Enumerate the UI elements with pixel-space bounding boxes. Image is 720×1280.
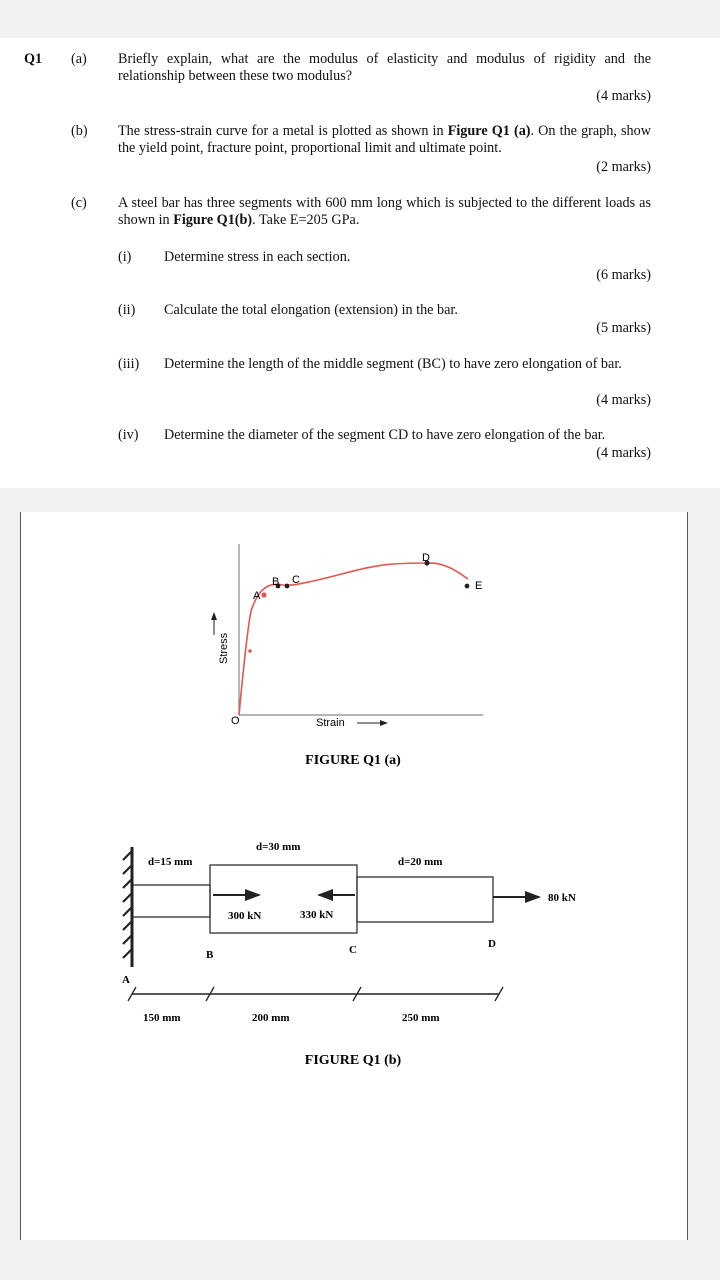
length-label-bc: 200 mm bbox=[252, 1012, 290, 1024]
point-d-label: D bbox=[488, 938, 496, 950]
length-label-ab: 150 mm bbox=[143, 1012, 181, 1024]
figure-ref: Figure Q1(b) bbox=[173, 212, 253, 228]
subpart-iii-text: Determine the length of the middle segment (BC) to have zero elongation of bar. bbox=[164, 356, 622, 372]
point-c-dot bbox=[285, 584, 290, 589]
part-b-marks: (2 marks) bbox=[596, 159, 651, 175]
part-a-marks: (4 marks) bbox=[596, 88, 651, 104]
segment-ab bbox=[132, 885, 210, 917]
part-a-text: Briefly explain, what are the modulus of elasticity and modulus of rigidity and the relationship between these two modulus? bbox=[118, 51, 651, 84]
load-label-300: 300 kN bbox=[228, 910, 262, 922]
question-number: Q1 bbox=[24, 51, 43, 67]
figure-a-caption: FIGURE Q1 (a) bbox=[305, 753, 401, 768]
length-label-cd: 250 mm bbox=[402, 1012, 440, 1024]
figure-b-caption: FIGURE Q1 (b) bbox=[304, 1053, 402, 1068]
stepped-bar-diagram bbox=[122, 841, 576, 1068]
point-e-dot bbox=[465, 584, 470, 589]
subpart-iv-text: Determine the diameter of the segment CD to have zero elongation of the bar. bbox=[164, 427, 606, 443]
figure-ref: Figure Q1 (a) bbox=[447, 123, 531, 139]
subpart-i-text: Determine stress in each section. bbox=[164, 249, 351, 265]
segment-bc bbox=[210, 865, 357, 933]
subpart-iii-label: (iii) bbox=[118, 356, 140, 372]
x-axis-label: Strain bbox=[316, 717, 345, 729]
diameter-label-cd: d=20 mm bbox=[398, 856, 443, 868]
point-c-label: C bbox=[349, 944, 357, 956]
figures bbox=[21, 512, 687, 1240]
point-b-label: B bbox=[272, 576, 280, 588]
point-a-label: A bbox=[253, 590, 261, 602]
point-a-label: A bbox=[122, 974, 130, 986]
subpart-ii-label: (ii) bbox=[118, 302, 136, 318]
diameter-label-bc: d=30 mm bbox=[256, 841, 301, 853]
subpart-i-marks: (6 marks) bbox=[596, 267, 651, 283]
subpart-ii-text: Calculate the total elongation (extension) in the bar. bbox=[164, 302, 458, 318]
diameter-label-ab: d=15 mm bbox=[148, 856, 193, 868]
point-a-dot bbox=[261, 592, 266, 597]
subpart-i-label: (i) bbox=[118, 249, 132, 265]
part-b-text: The stress-strain curve for a metal is plotted as shown in Figure Q1 (a). On the graph, show the yield point, fracture point, proportional limit and ultimate point. bbox=[118, 123, 651, 156]
question-page bbox=[0, 38, 720, 488]
part-c-label: (c) bbox=[71, 195, 87, 211]
curve-mark bbox=[248, 649, 252, 653]
y-axis-label: Stress bbox=[218, 632, 230, 664]
origin-label: O bbox=[231, 715, 240, 727]
stress-strain-graph bbox=[214, 544, 483, 768]
load-label-80: 80 kN bbox=[548, 892, 576, 904]
subpart-iv-marks: (4 marks) bbox=[596, 445, 651, 461]
figure-page bbox=[20, 512, 688, 1240]
part-a-label: (a) bbox=[71, 51, 87, 67]
part-b-label: (b) bbox=[71, 123, 88, 139]
subpart-ii-marks: (5 marks) bbox=[596, 320, 651, 336]
point-b-label: B bbox=[206, 949, 214, 961]
point-e-label: E bbox=[475, 580, 483, 592]
subpart-iv-label: (iv) bbox=[118, 427, 139, 443]
part-c-text: A steel bar has three segments with 600 mm long which is subjected to the different loads as shown in Figure Q1(b). Take E=205 GPa. bbox=[118, 195, 651, 228]
load-label-330: 330 kN bbox=[300, 909, 334, 921]
point-c-label: C bbox=[292, 574, 300, 586]
segment-cd bbox=[357, 877, 493, 922]
subpart-iii-marks: (4 marks) bbox=[596, 392, 651, 408]
point-d-label: D bbox=[422, 552, 430, 564]
